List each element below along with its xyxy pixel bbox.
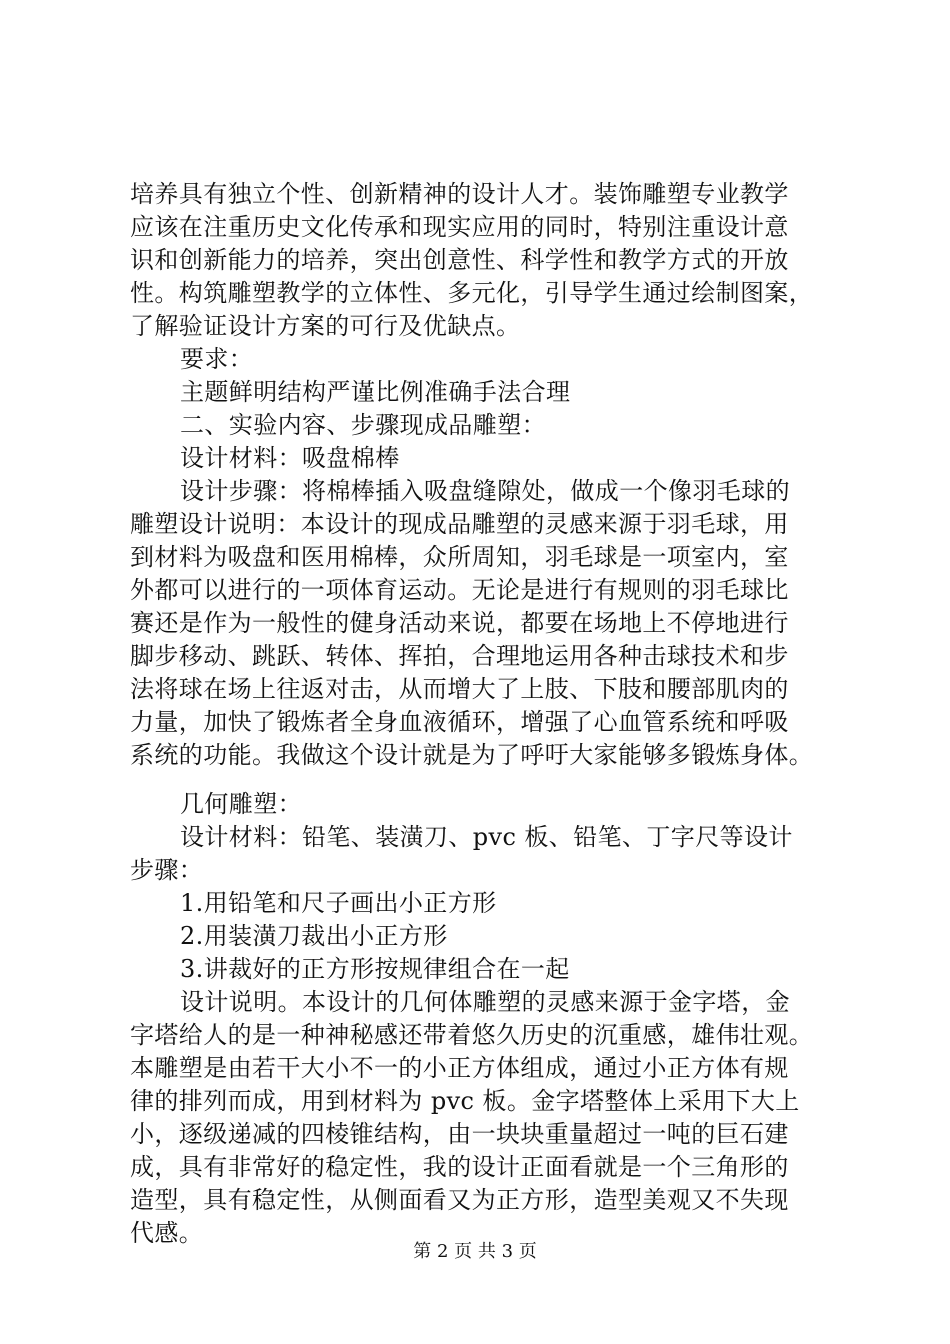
list-item: 1.用铅笔和尺子画出小正方形 (180, 889, 497, 917)
text-line: 设计说明。本设计的几何体雕塑的灵感来源于金字塔，金 (180, 988, 790, 1016)
section-heading: 几何雕塑： (180, 790, 302, 818)
text-line: 主题鲜明结构严谨比例准确手法合理 (180, 378, 571, 406)
text-line: 雕塑设计说明：本设计的现成品雕塑的灵感来源于羽毛球，用 (130, 510, 789, 538)
text-line: 字塔给人的是一种神秘感还带着悠久历史的沉重感，雄伟壮观。 (130, 1021, 814, 1049)
text-line: 本雕塑是由若干大小不一的小正方体组成，通过小正方体有规 (130, 1054, 789, 1082)
text-line: 培养具有独立个性、创新精神的设计人才。装饰雕塑专业教学 (130, 180, 789, 208)
text-line: 律的排列而成，用到材料为 pvc 板。金字塔整体上采用下大上 (130, 1087, 800, 1115)
list-item: 2.用装潢刀裁出小正方形 (180, 922, 448, 950)
text-line: 识和创新能力的培养，突出创意性、科学性和教学方式的开放 (130, 246, 789, 274)
text-line: 力量，加快了锻炼者全身血液循环，增强了心血管系统和呼吸 (130, 708, 789, 736)
text-line: 步骤： (130, 856, 204, 884)
text-line: 系统的功能。我做这个设计就是为了呼吁大家能够多锻炼身体。 (130, 741, 814, 769)
text-line: 赛还是作为一般性的健身活动来说，都要在场地上不停地进行 (130, 609, 789, 637)
text-line: 成，具有非常好的稳定性，我的设计正面看就是一个三角形的 (130, 1153, 789, 1181)
text-line: 造型，具有稳定性，从侧面看又为正方形，造型美观又不失现 (130, 1186, 789, 1214)
text-line: 外都可以进行的一项体育运动。无论是进行有规则的羽毛球比 (130, 576, 789, 604)
text-line: 应该在注重历史文化传承和现实应用的同时，特别注重设计意 (130, 213, 789, 241)
text-line: 了解验证设计方案的可行及优缺点。 (130, 312, 521, 340)
page-number-footer: 第 2 页 共 3 页 (413, 1241, 537, 1262)
text-line: 到材料为吸盘和医用棉棒，众所周知，羽毛球是一项室内，室 (130, 543, 789, 571)
section-heading: 二、实验内容、步骤现成品雕塑： (180, 411, 546, 439)
text-line: 法将球在场上往返对击，从而增大了上肢、下肢和腰部肌肉的 (130, 675, 789, 703)
list-item: 3.讲裁好的正方形按规律组合在一起 (180, 955, 570, 983)
text-line: 脚步移动、跳跃、转体、挥拍，合理地运用各种击球技术和步 (130, 642, 789, 670)
text-line: 小，逐级递减的四棱锥结构，由一块块重量超过一吨的巨石建 (130, 1120, 789, 1148)
text-line: 要求： (180, 345, 254, 373)
text-line: 代感。 (130, 1219, 204, 1247)
text-line: 性。构筑雕塑教学的立体性、多元化，引导学生通过绘制图案， (130, 279, 814, 307)
text-line: 设计材料：吸盘棉棒 (180, 444, 400, 472)
text-line: 设计材料：铅笔、装潢刀、pvc 板、铅笔、丁字尺等设计 (180, 823, 793, 851)
text-line: 设计步骤：将棉棒插入吸盘缝隙处，做成一个像羽毛球的 (180, 477, 790, 505)
